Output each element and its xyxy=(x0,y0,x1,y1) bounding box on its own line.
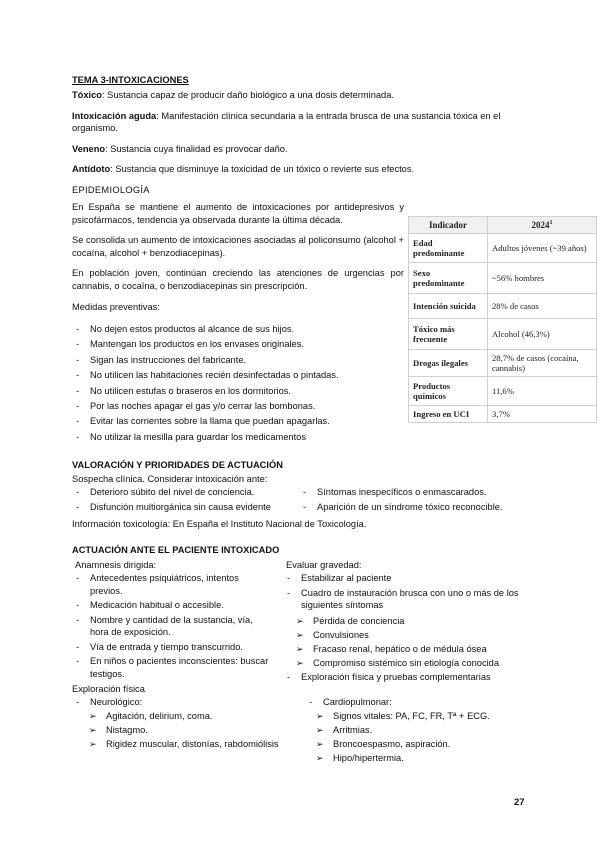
list-item: ➢ Convulsiones xyxy=(295,628,533,642)
table-header-cell: Indicador xyxy=(409,217,488,234)
term: Antídoto xyxy=(72,164,111,175)
table-cell: 28% de casos xyxy=(488,294,597,319)
epidemiology-text xyxy=(72,201,404,313)
definition-text: : Sustancia que disminuye la toxicidad de un tóxico o revierte sus efectos. xyxy=(110,164,415,175)
list-item: - Aparición de un síndrome tóxico reconocible. xyxy=(299,500,539,515)
gravedad-list xyxy=(283,572,533,612)
epidemiology-paragraph: En población joven, continúan creciendo las atenciones de urgencias por cannabis, o cocaína, o benzodiacepinas sin prescripción. xyxy=(72,268,404,291)
measures-title: Medidas preventivas: xyxy=(72,301,160,312)
definitions xyxy=(72,89,532,176)
year-label: 2024 xyxy=(531,220,550,230)
list-item: - Sigan las instrucciones del fabricante. xyxy=(72,353,412,368)
table-row xyxy=(409,234,597,263)
list-item: - Mantengan los productos en los envases originales. xyxy=(72,337,412,352)
list-item: ➢ Hipo/hipertermia. xyxy=(315,751,535,765)
table-header-row xyxy=(409,217,597,234)
list-item: - Deterioro súbito del nivel de conciencia. xyxy=(72,485,312,500)
table-cell: 11,6% xyxy=(488,377,597,406)
list-item: ➢ Agitación, delirium, coma. xyxy=(88,709,302,723)
definition-antidoto xyxy=(72,163,532,176)
list-item: - En niños o pacientes inconscientes: buscar testigos. xyxy=(72,655,272,680)
term: Intoxicación aguda xyxy=(72,110,157,121)
term: Veneno xyxy=(72,143,106,154)
indicator-table-container xyxy=(408,216,597,423)
cardio-heading-list xyxy=(305,696,535,709)
table-row xyxy=(409,319,597,350)
epidemiology-paragraph: En España se mantiene el aumento de intoxicaciones por antidepresivos y psicofármacos, tendencia ya observada durante la última década. xyxy=(72,202,404,225)
table-header-cell xyxy=(488,217,597,234)
sintomas-list xyxy=(295,614,533,670)
table-cell: 3,7% xyxy=(488,406,597,423)
list-item: ➢ Broncoespasmo, aspiración. xyxy=(315,737,535,751)
toxicology-info: Información toxicología: En España el Instituto Nacional de Toxicología. xyxy=(72,519,367,529)
neuro-heading-list xyxy=(72,696,302,709)
gravedad-title: Evaluar gravedad: xyxy=(286,560,362,570)
valoracion-heading: VALORACIÓN Y PRIORIDADES DE ACTUACIÓN xyxy=(72,460,283,470)
anamnesis-list xyxy=(72,572,272,680)
footnote-marker: 1 xyxy=(549,220,553,226)
table-cell: Sexo predominante xyxy=(409,263,488,294)
list-item: - Nombre y cantidad de la sustancia, vía, hora de exposición. xyxy=(72,614,272,639)
neuro-container xyxy=(72,696,302,751)
list-item: - Vía de entrada y tiempo transcurrido. xyxy=(72,641,272,654)
cardio-container xyxy=(305,696,535,765)
list-item: - No utilicen estufas o braseros en los dormitorios. xyxy=(72,384,412,399)
definition-veneno xyxy=(72,143,532,156)
table-row xyxy=(409,377,597,406)
list-item: - Síntomas inespecíficos o enmascarados. xyxy=(299,485,539,500)
table-row xyxy=(409,406,597,423)
page-title: TEMA 3-INTOXICACIONES xyxy=(72,75,189,85)
table-cell: Adultos jóvenes (~39 años) xyxy=(488,234,597,263)
table-cell: ~56% hombres xyxy=(488,263,597,294)
table-row xyxy=(409,294,597,319)
list-item: ➢ Rigidez muscular, distonías, rabdomiólisis xyxy=(88,737,302,751)
list-item: - Exploración física y pruebas complementarias xyxy=(283,670,533,685)
term: Tóxico xyxy=(72,90,102,100)
list-item: - Evitar las corrientes sobre la llama que puedan apagarlas. xyxy=(72,414,412,429)
epidemiology-paragraph: Se consolida un aumento de intoxicaciones asociadas al policonsumo (alcohol + cocaína, alcohol + benzodiacepinas). xyxy=(72,235,404,258)
gravedad-extra-list xyxy=(283,670,533,685)
list-item: - No utilicen las habitaciones recién desinfectadas o pintadas. xyxy=(72,368,412,383)
valoracion-left xyxy=(72,485,312,516)
list-item: - No dejen estos productos al alcance de sus hijos. xyxy=(72,322,412,337)
valoracion-right xyxy=(299,485,539,516)
list-item: ➢ Arritmias. xyxy=(315,723,535,737)
actuacion-heading: ACTUACIÓN ANTE EL PACIENTE INTOXICADO xyxy=(72,545,280,555)
anamnesis-title: Anamnesis dirigida: xyxy=(75,560,157,570)
table-cell: Ingreso en UCI xyxy=(409,406,488,423)
table-cell: Intención suicida xyxy=(409,294,488,319)
definition-text: : Sustancia cuya finalidad es provocar daño. xyxy=(105,143,288,154)
list-item: ➢ Nistagmo. xyxy=(88,723,302,737)
table-cell: Productos químicos xyxy=(409,377,488,406)
table-cell: Tóxico más frecuente xyxy=(409,319,488,350)
cardio-list xyxy=(315,709,535,765)
neuro-list xyxy=(88,709,302,751)
list-item: ➢ Fracaso renal, hepático o de médula ósea xyxy=(295,642,533,656)
valoracion-intro: Sospecha clínica. Considerar intoxicación ante: xyxy=(72,474,268,484)
definition-text: : Sustancia capaz de producir daño biológico a una dosis determinada. xyxy=(101,90,394,100)
table-row xyxy=(409,350,597,377)
exploracion-title: Exploración física xyxy=(72,684,145,694)
page-number: 27 xyxy=(514,797,525,808)
table-cell: 28,7% de casos (cocaína, cannabis) xyxy=(488,350,597,377)
neuro-title: - Neurológico: xyxy=(72,696,302,709)
valoracion-left-list xyxy=(72,485,312,516)
table-row xyxy=(409,263,597,294)
table-cell: Edad predominante xyxy=(409,234,488,263)
list-item: - Cuadro de instauración brusca con uno o más de los siguientes síntomas xyxy=(283,587,533,612)
gravedad-container xyxy=(283,572,533,685)
list-item: - No utilizar la mesilla para guardar los medicamentos xyxy=(72,430,412,445)
list-item: - Medicación habitual o accesible. xyxy=(72,599,272,612)
indicator-table xyxy=(408,216,597,423)
definition-toxico xyxy=(72,89,532,102)
cardio-title: - Cardiopulmonar: xyxy=(305,696,535,709)
list-item: ➢ Compromiso sistémico sin etiología conocida xyxy=(295,656,533,670)
measures-list xyxy=(72,322,412,445)
list-item: - Por las noches apagar el gas y/o cerrar las bombonas. xyxy=(72,399,412,414)
valoracion-right-list xyxy=(299,485,539,516)
list-item: ➢ Signos vitales: PA, FC, FR, Tª + ECG. xyxy=(315,709,535,723)
definition-intoxicacion xyxy=(72,110,532,135)
list-item: - Estabilizar al paciente xyxy=(283,572,533,585)
measures-list-container xyxy=(72,322,412,445)
list-item: - Disfunción multiorgánica sin causa evidente xyxy=(72,500,312,515)
table-cell: Alcohol (46,3%) xyxy=(488,319,597,350)
list-item: - Antecedentes psiquiátricos, intentos previos. xyxy=(72,572,272,597)
list-item: ➢ Pérdida de conciencia xyxy=(295,614,533,628)
table-cell: Drogas ilegales xyxy=(409,350,488,377)
definition-text: : Manifestación clínica secundaria a la entrada brusca de una sustancia tóxica en el organismo. xyxy=(72,110,501,134)
anamnesis-list-container xyxy=(72,572,272,682)
epidemiology-heading: EPIDEMIOLOGÍA xyxy=(72,185,150,195)
